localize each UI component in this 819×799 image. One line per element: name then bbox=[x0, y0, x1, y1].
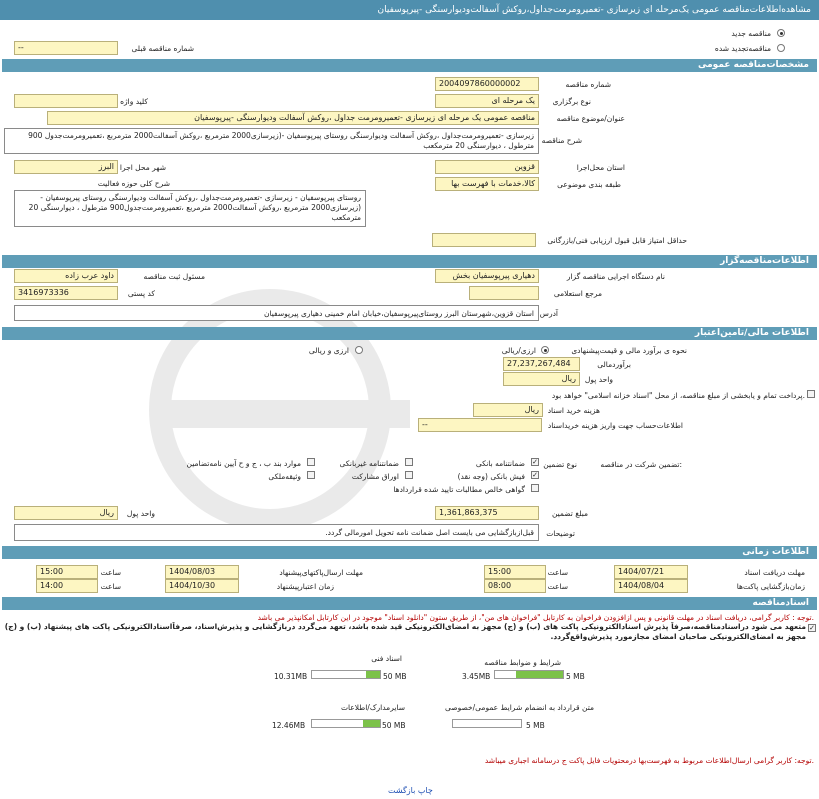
renewed-tender-label: مناقصه‌تجدید شده bbox=[714, 44, 771, 53]
doc-deadline-time[interactable]: 15:00 bbox=[484, 565, 546, 579]
officer-field[interactable]: داود عرب زاده bbox=[14, 269, 118, 283]
guarantee-currency-field[interactable]: ریال bbox=[14, 506, 118, 520]
file-size-other: 12.46MB bbox=[272, 721, 306, 730]
price-list-note: توجه: کاربر گرامی ارسال‌اطلاعات مربوط به فهرست‌بها درمحتویات فایل پاکت ج درسامانه اجباری میباشد. bbox=[484, 756, 814, 765]
opening-time-label: ساعت bbox=[547, 582, 568, 591]
subject-field[interactable]: مناقصه عمومی یک مرحله ای زیرسازی -تعمیرومرمت جداول ،روکش آسفالت ودیوارسنگی -پیرپوسفیان bbox=[47, 111, 539, 125]
doc-fee-field[interactable]: ریال bbox=[473, 403, 543, 417]
documents-warning: توجه : کاربر گرامی، دریافت اسناد در مهلت قانونی و پس ازافزودن فراخوان به کارتابل "فراخوان های من"، از طریق ستون "دانلود اسناد" موجود در این کارتابل امکانپذیر می باشد. bbox=[257, 613, 814, 622]
submit-deadline-date[interactable]: 1404/08/03 bbox=[165, 565, 239, 579]
notes-label: توضیحات bbox=[546, 529, 575, 538]
general-section-header: مشخصات‌مناقصه عمومی bbox=[2, 59, 817, 72]
prev-number-label: شماره مناقصه قبلی bbox=[131, 44, 194, 53]
validity-time[interactable]: 14:00 bbox=[36, 579, 98, 593]
min-score-field[interactable] bbox=[432, 233, 536, 247]
doc-deadline-date[interactable]: 1404/07/21 bbox=[614, 565, 688, 579]
commit-checkbox[interactable]: ✓ bbox=[809, 624, 815, 632]
opening-date[interactable]: 1404/08/04 bbox=[614, 579, 688, 593]
file-progress-other bbox=[311, 719, 381, 728]
province-field[interactable]: قزوین bbox=[435, 160, 539, 174]
print-back-link[interactable]: چاپ بازگشت bbox=[388, 786, 433, 795]
category-label: طبقه بندی موضوعی bbox=[557, 180, 621, 189]
clause-label: موارد بند ب ، ج و ح آیین نامه‌تضامین bbox=[186, 459, 301, 468]
doc-fee-label: هزینه خرید اسناد bbox=[547, 406, 600, 415]
fx-rial-radio[interactable] bbox=[355, 346, 363, 354]
file-label-conditions: شرایط و ضوابط مناقصه bbox=[484, 658, 561, 667]
currency-field[interactable]: ریال bbox=[503, 372, 580, 386]
prev-number-field[interactable]: -- bbox=[14, 41, 118, 55]
rial-radio[interactable] bbox=[541, 346, 549, 354]
estimate-label: برآوردمالی bbox=[597, 360, 631, 369]
activity-box: روستای پیرپوسفیان - زیرسازی -تعمیرومرمت‌جداول ،روکش آسفالت ودیوارسنگی روستای پیرپوسفیان -(زیرسازی2000 مترمربع ،روکش آسفالت2000 مترمربع ،تعمیرومرمت‌جدول900 مترطول ، دیوارسنگی 20 مترمکعب bbox=[14, 190, 366, 227]
reference-label: مرجع استعلامی bbox=[553, 289, 602, 298]
check-guarantee-checkbox[interactable]: ✓ bbox=[532, 471, 538, 479]
address-label: آدرس bbox=[539, 309, 558, 318]
treasury-checkbox[interactable] bbox=[807, 390, 815, 398]
bank-guarantee-checkbox[interactable]: ✓ bbox=[532, 458, 538, 466]
nonbank-guarantee-label: ضمانتنامه غیربانکی bbox=[339, 459, 399, 468]
guarantee-type-label: نوع تضمین bbox=[543, 460, 577, 469]
activity-label: شرح کلی حوزه فعالیت bbox=[97, 179, 170, 188]
keyword-label: کلید واژه bbox=[120, 97, 148, 106]
documents-section-header: اسنادمناقصه bbox=[2, 597, 817, 610]
opening-label: زمان‌بازگشایی پاکت‌ها bbox=[736, 582, 805, 591]
keyword-field[interactable] bbox=[14, 94, 118, 108]
tender-number-field[interactable]: 2004097860000002 bbox=[435, 77, 539, 91]
category-field[interactable]: کالا،خدمات با فهرست بها bbox=[435, 177, 539, 191]
organizer-section-header: اطلاعات‌مناقصه‌گزار bbox=[2, 255, 817, 268]
account-label: اطلاعات‌حساب جهت واریز هزینه خریداسناد bbox=[547, 421, 683, 430]
validity-time-label: ساعت bbox=[100, 582, 121, 591]
renewed-tender-radio[interactable] bbox=[777, 44, 785, 52]
submit-deadline-label: مهلت ارسال‌پاکتهای‌پیشنهاد bbox=[279, 568, 363, 577]
organization-label: نام دستگاه اجرایی مناقصه گزار bbox=[566, 272, 665, 281]
submit-deadline-time[interactable]: 15:00 bbox=[36, 565, 98, 579]
new-tender-radio[interactable] bbox=[777, 29, 785, 37]
notes-box: قبل‌ازبازگشایی می بایست اصل ضمانت نامه تحویل امورمالی گردد. bbox=[14, 524, 539, 541]
estimate-field[interactable]: 27,237,267,484 bbox=[503, 357, 580, 371]
city-field[interactable]: البرز bbox=[14, 160, 118, 174]
opening-time[interactable]: 08:00 bbox=[484, 579, 546, 593]
tender-number-label: شماره مناقصه bbox=[565, 80, 611, 89]
estimate-method-label: نحوه ی برآورد مالی و قیمت‌پیشنهادی bbox=[571, 346, 687, 355]
postal-code-label: کد پستی bbox=[127, 289, 155, 298]
property-label: وثیقه‌ملکی bbox=[268, 472, 301, 481]
participation-label: تضمین شرکت در مناقصه: bbox=[600, 460, 682, 469]
city-label: شهر محل اجرا bbox=[119, 163, 166, 172]
check-guarantee-label: فیش بانکی (وجه نقد) bbox=[457, 472, 525, 481]
address-box: استان قزوین،شهرستان البرز روستای‌پیرپوسفیان،خیابان امام خمینی دهیاری پیرپوسفیان bbox=[14, 305, 539, 321]
file-size-technical: 10.31MB bbox=[274, 672, 308, 681]
doc-deadline-time-label: ساعت bbox=[547, 568, 568, 577]
nonbank-guarantee-checkbox[interactable] bbox=[405, 458, 413, 466]
commit-text: متعهد می شود دراسنادمناقصه،صرفاً پذیرش اسنادالکترونیکی پاکت های (ب) و (ج) مجهز به امضای‌الکترونیکی قید شده باشد، تعهد می‌گردد دربازگشایی و پذیرش‌اسناد، صرفاً‌اسنادالکترونیکی پاکت های پیشنهاد (ب) و (ج) مجهز به امضای‌الکترونیکی صاحبان امضای مجازمورد پذیرش‌واقع‌گردد. bbox=[4, 622, 806, 646]
fx-option-label: ارزی و ریالی bbox=[308, 346, 349, 355]
bonds-checkbox[interactable] bbox=[405, 471, 413, 479]
currency-label: واحد پول bbox=[584, 375, 613, 384]
guarantee-currency-label: واحد پول bbox=[126, 509, 155, 518]
tender-type-field[interactable]: یک مرحله ای bbox=[435, 94, 539, 108]
property-checkbox[interactable] bbox=[307, 471, 315, 479]
file-progress-contract bbox=[452, 719, 522, 728]
clause-checkbox[interactable] bbox=[307, 458, 315, 466]
tender-type-label: نوع برگزاری bbox=[552, 97, 591, 106]
validity-date[interactable]: 1404/10/30 bbox=[165, 579, 239, 593]
claims-checkbox[interactable] bbox=[531, 484, 539, 492]
rial-option-label: ارزی/ریالی bbox=[501, 346, 536, 355]
bonds-label: اوراق مشارکت bbox=[351, 472, 399, 481]
organization-field[interactable]: دهیاری پیرپوسفیان بخش bbox=[435, 269, 539, 283]
timing-section-header: اطلاعات زمانی bbox=[2, 546, 817, 559]
file-progress-technical bbox=[311, 670, 381, 679]
guarantee-amount-label: مبلغ تضمین bbox=[551, 509, 588, 518]
doc-deadline-label: مهلت دریافت اسناد bbox=[744, 568, 805, 577]
min-score-label: حداقل امتیاز قابل قبول ارزیابی فنی/بازرگانی bbox=[547, 236, 687, 245]
file-progress-conditions bbox=[494, 670, 564, 679]
file-max-other: 50 MB bbox=[382, 721, 406, 730]
claims-label: گواهی خالص مطالبات تایید شده قراردادها bbox=[393, 485, 525, 494]
account-field[interactable]: -- bbox=[418, 418, 542, 432]
file-max-conditions: 5 MB bbox=[566, 672, 585, 681]
reference-field[interactable] bbox=[469, 286, 539, 300]
file-size-conditions: 3.45MB bbox=[462, 672, 491, 681]
bank-guarantee-label: ضمانتنامه بانکی bbox=[475, 459, 525, 468]
file-max-contract: 5 MB bbox=[526, 721, 545, 730]
file-label-contract: متن قرارداد به انضمام شرایط عمومی/خصوصی bbox=[445, 703, 594, 712]
new-tender-label: مناقصه جدید bbox=[731, 29, 771, 38]
page-title: مشاهده‌اطلاعات‌مناقصه عمومی یک‌مرحله ای زیرسازی -تعمیرومرمت‌جداول،روکش آسفالت‌ودیوارسنگی -پیرپوسفیان bbox=[0, 0, 819, 20]
description-label: شرح مناقصه bbox=[541, 136, 582, 145]
guarantee-amount-field[interactable]: 1,361,863,375 bbox=[435, 506, 539, 520]
submit-deadline-time-label: ساعت bbox=[100, 568, 121, 577]
officer-label: مسئول ثبت مناقصه bbox=[143, 272, 205, 281]
treasury-note: پرداخت تمام و یابخشی از مبلغ مناقصه، از محل "اسناد خزانه اسلامی" خواهد بود. bbox=[551, 391, 805, 400]
subject-label: عنوان/موضوع مناقصه bbox=[556, 114, 625, 123]
file-max-technical: 50 MB bbox=[383, 672, 407, 681]
finance-section-header: اطلاعات مالی/تامین‌اعتبار bbox=[2, 327, 817, 340]
validity-label: زمان اعتبارپیشنهاد bbox=[276, 582, 334, 591]
description-box: زیرسازی -تعمیرومرمت‌جداول ،روکش آسفالت ودیوارسنگی روستای پیرپوسفیان -(زیرسازی2000 مترمربع ،روکش آسفالت2000 مترمربع ،تعمیرومرمت‌جدول 900 مترطول ، دیوارسنگی 20 مترمکعب bbox=[4, 128, 539, 154]
file-label-other: سایرمدارک/اطلاعات bbox=[340, 703, 405, 712]
file-label-technical: اسناد فنی bbox=[371, 654, 402, 663]
postal-code-field[interactable]: 3416973336 bbox=[14, 286, 118, 300]
province-label: استان محل‌اجرا bbox=[576, 163, 625, 172]
